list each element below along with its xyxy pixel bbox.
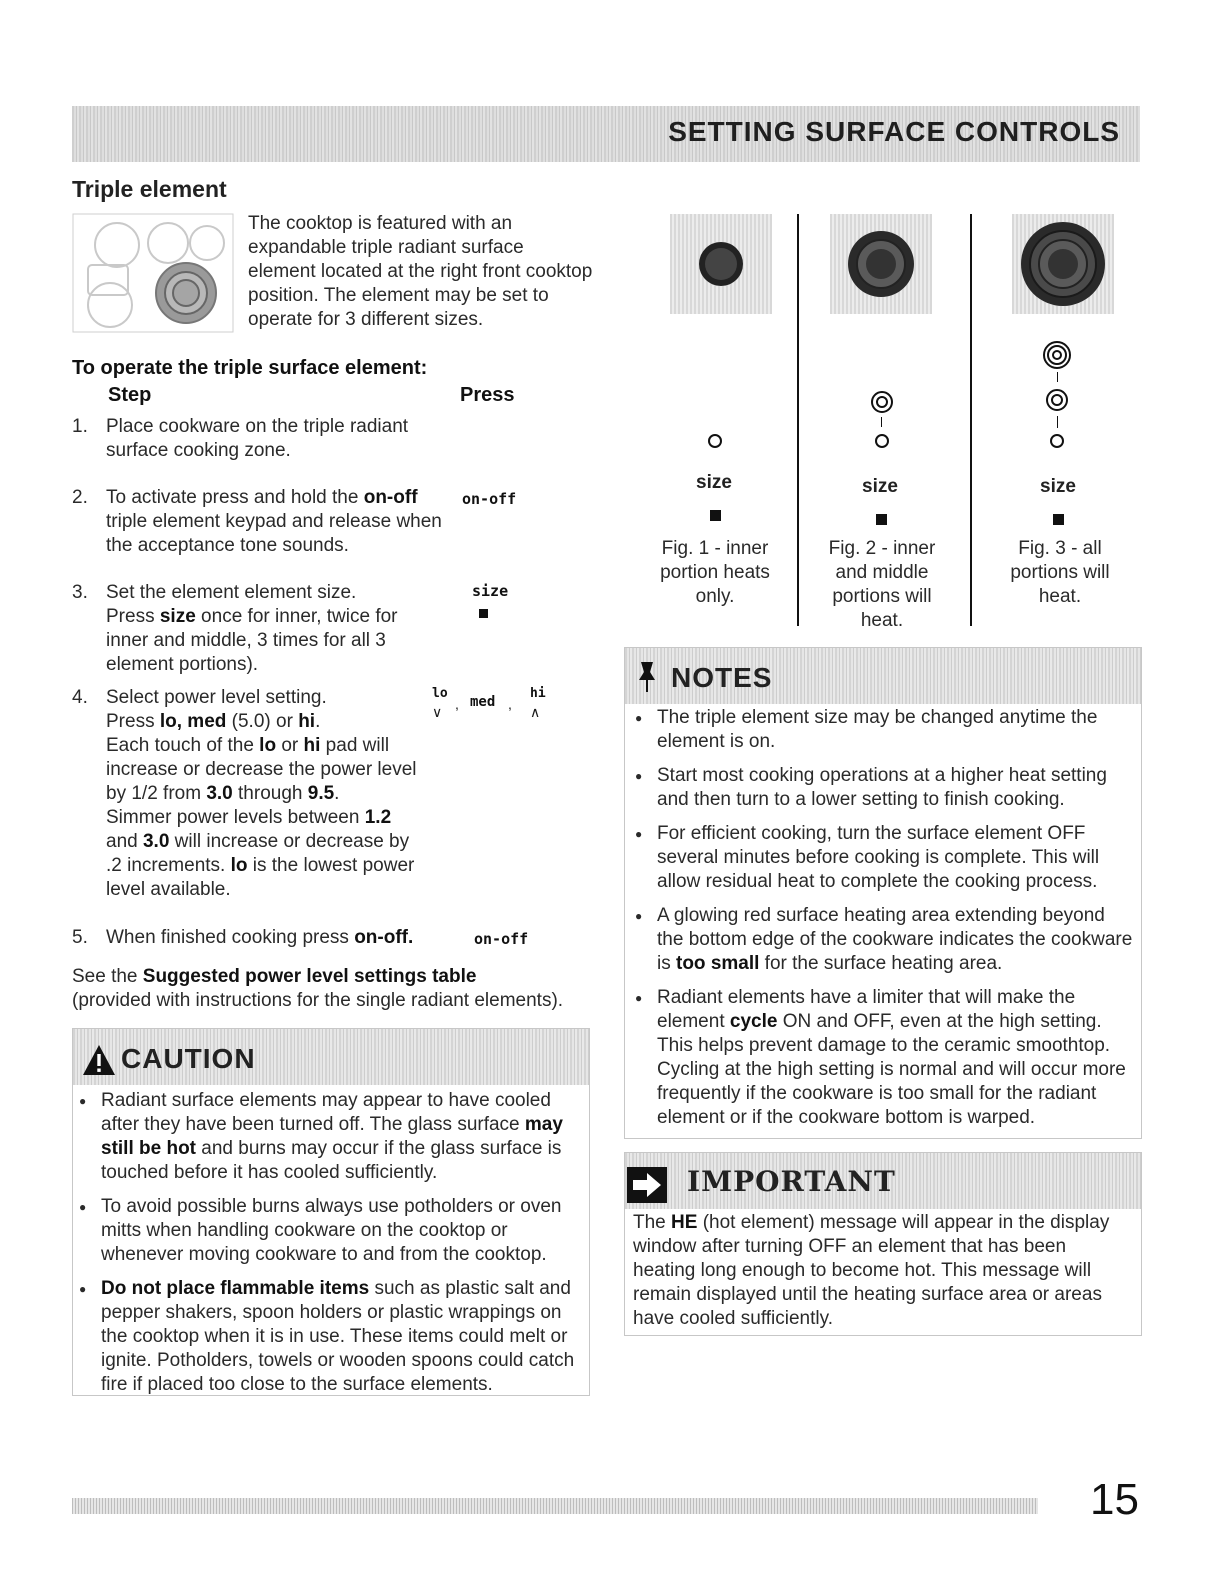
notes-title: NOTES [671,662,773,693]
see-table-note: See the Suggested power level settings table (provided with instructions for the single radiant elements). [72,966,564,1011]
size-label: size [1040,476,1076,497]
middle-ring-icon [870,390,894,419]
step-text: Select power level setting. Press lo, med (5.0) or hi. Each touch of the lo or hi pad will increase or decrease the power level by 1/2 from 3.0 through 9.5. Simmer power levels between 1.2 and 3.0 will increase or decrease by .2 increments. lo is the lowest power level available. [106,687,417,900]
notes-item: ● For efficient cooking, turn the surface element OFF several minutes before cooking is complete. This will allow residual heat to complete the cooking process. [633,822,1133,894]
notes-box [624,647,1142,1139]
step-number: 4. [72,687,88,708]
figure-3-caption: Fig. 3 - all portions will heat. [1010,538,1110,607]
page-number: 15 [1090,1475,1139,1524]
figure-1-caption: Fig. 1 - inner portion heats only. [660,538,770,607]
size-indicator-icon [1053,514,1064,525]
size-label: size [696,472,732,493]
size-indicator-icon [710,510,721,521]
figure-2-caption: Fig. 2 - inner and middle portions will heat. [828,538,936,631]
press-key-lo: lo [432,686,448,701]
figure-2-image [830,214,932,314]
figure-divider [970,214,972,626]
notes-item: ● The triple element size may be changed anytime the element is on. [633,706,1133,754]
operate-heading: To operate the triple surface element: [72,357,428,379]
connector-line [1057,416,1058,428]
important-text: The HE (hot element) message will appear in the display window after turning OFF an element that has been heating long enough to become hot. This message will remain displayed until the heating surface area or areas have cooled sufficiently. [633,1212,1110,1329]
size-indicator-icon [479,609,488,618]
separator-comma: , [508,696,512,712]
press-key-size: size [472,582,509,600]
page-title: SETTING SURFACE CONTROLS [668,116,1120,147]
arrow-right-icon [627,1167,667,1208]
size-label: size [862,476,898,497]
section-title: Triple element [72,176,227,202]
caution-list [77,1089,579,1407]
notes-list [633,706,1133,1140]
footer-bar [72,1498,1038,1514]
header-banner [72,106,1140,162]
step-text: Set the element element size. Press size once for inner, twice for inner and middle, 3 times for all 3 element portions). [106,582,398,675]
step-text: Place cookware on the triple radiant surface cooking zone. [106,416,409,461]
size-indicator-icon [876,514,887,525]
col-press: Press [460,384,515,406]
step-text: When finished cooking press on-off. [106,927,414,948]
intro-text: The cooktop is featured with an expandable triple radiant surface element located at the right front cooktop position. The element may be set to operate for 3 different sizes. [248,213,593,330]
caution-item: ● To avoid possible burns always use potholders or oven mitts when handling cookware on the cooktop or whenever moving cookware to and from the cooktop. [77,1195,579,1267]
press-key-hi: hi [530,686,546,701]
outer-ring-icon [1042,340,1072,375]
step-number: 5. [72,927,88,948]
connector-line [881,417,882,427]
caution-title: CAUTION [121,1043,256,1074]
step-text: To activate press and hold the on-off triple element keypad and release when the acceptance tone sounds. [106,487,442,556]
press-key-on-off: on-off [474,930,529,948]
separator-comma: , [455,696,459,712]
figure-1-image [670,214,772,314]
chevron-up-icon: ∧ [530,704,541,720]
inner-ring-icon [1048,432,1066,455]
caution-item: ● Radiant surface elements may appear to have cooled after they have been turned off. The glass surface may still be hot and burns may occur if the glass surface is touched before it has cooled sufficiently. [77,1089,579,1185]
caution-box [72,1028,590,1396]
warning-icon [81,1043,117,1082]
step-number: 2. [72,487,88,508]
press-key-med: med [470,694,496,710]
step-number: 1. [72,416,88,437]
step-number: 3. [72,582,88,603]
important-title: IMPORTANT [687,1165,896,1198]
inner-ring-icon [706,432,724,455]
figure-divider [797,214,799,626]
notes-item: ● Radiant elements have a limiter that will make the element cycle ON and OFF, even at the high setting. This helps prevent damage to the ceramic smoothtop. Cycling at the high setting is normal and will occur more frequently if the cookware is too small for the radiant element or if the cookware bottom is warped. [633,986,1133,1130]
chevron-down-icon: ∨ [432,704,443,720]
pushpin-icon [635,660,659,699]
col-step: Step [108,384,152,406]
cooktop-diagram [72,213,234,333]
important-box [624,1152,1142,1336]
press-key-on-off: on-off [462,490,517,508]
connector-line [1057,372,1058,382]
notes-item: ● Start most cooking operations at a higher heat setting and then turn to a lower setting to finish cooking. [633,764,1133,812]
inner-ring-icon [873,432,891,455]
caution-item: ● Do not place flammable items such as plastic salt and pepper shakers, spoon holders or plastic wrappings on the cooktop when it is in use. These items could melt or ignite. Potholders, towels or wooden spoons could catch fire if placed too close to the surface elements. [77,1277,579,1397]
middle-ring-icon [1045,388,1069,417]
figure-3-image [1012,214,1114,314]
notes-item: ● A glowing red surface heating area extending beyond the bottom edge of the cookware indicates the cookware is too small for the surface heating area. [633,904,1133,976]
